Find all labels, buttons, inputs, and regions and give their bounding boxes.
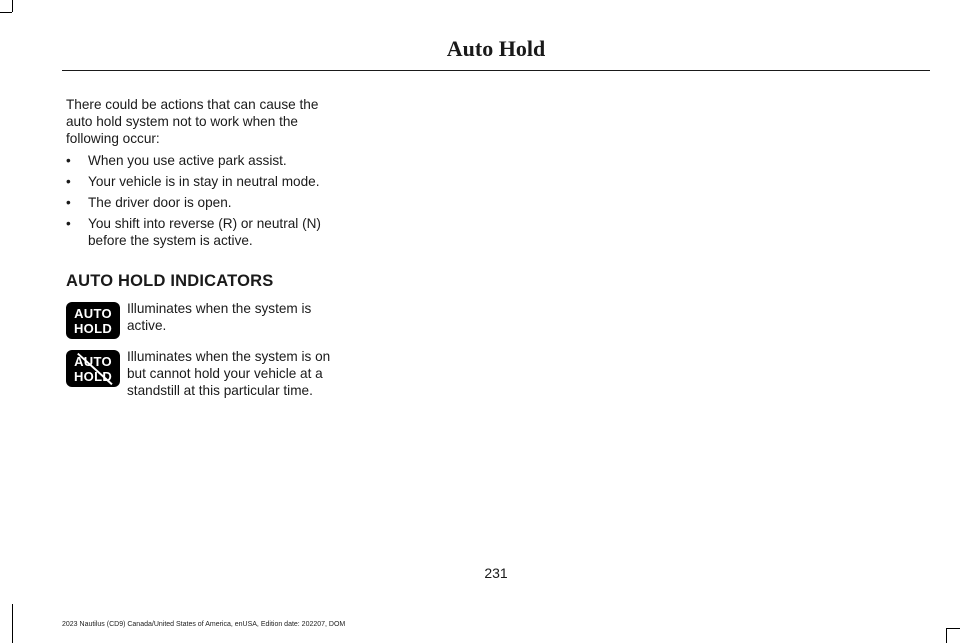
bullet-icon: • — [66, 174, 71, 189]
page-title: Auto Hold — [446, 36, 546, 61]
bullet-icon: • — [66, 216, 71, 231]
list-item — [66, 152, 336, 169]
bullet-icon: • — [66, 195, 71, 210]
list-item — [66, 215, 336, 249]
list-item-text: When you use active park assist. — [88, 153, 287, 168]
crop-mark-bottom-left-vertical — [12, 604, 13, 643]
icon-label-line2: HOLD — [73, 368, 113, 384]
indicator-row-unavailable — [66, 348, 336, 408]
indicator-row-active — [66, 300, 336, 348]
list-item — [66, 194, 336, 211]
auto-hold-unavailable-icon — [66, 350, 120, 387]
crop-mark-bottom-right-horizontal — [947, 628, 960, 629]
list-item-text: Your vehicle is in stay in neutral mode. — [88, 174, 320, 189]
list-item-text: The driver door is open. — [88, 195, 232, 210]
crop-mark-bottom-right-vertical — [946, 628, 947, 643]
header-rule — [62, 70, 930, 71]
crop-mark-top-left-horizontal — [0, 12, 12, 13]
list-item-text: You shift into reverse (R) or neutral (N) before the system is active. — [88, 216, 321, 248]
page-number: 231 — [484, 565, 508, 581]
section-heading: AUTO HOLD INDICATORS — [66, 272, 274, 290]
list-item — [66, 173, 336, 190]
icon-label-line2: HOLD — [73, 320, 113, 336]
indicator-description: Illuminates when the system is on but cannot hold your vehicle at a standstill at this particular time. — [127, 349, 331, 398]
main-column — [66, 96, 336, 408]
indicator-description: Illuminates when the system is active. — [127, 301, 312, 333]
icon-label-line1: AUTO — [74, 353, 112, 369]
intro-paragraph: There could be actions that can cause the auto hold system not to work when the following occur: — [66, 97, 319, 146]
footer-edition-info: 2023 Nautilus (CD9) Canada/United States of America, enUSA, Edition date: 202207, DOM — [62, 621, 346, 628]
icon-label-line1: AUTO — [74, 305, 112, 321]
auto-hold-icon — [66, 302, 120, 339]
bullet-icon: • — [66, 153, 71, 168]
bullet-list — [66, 152, 336, 249]
crop-mark-top-left-vertical — [12, 0, 13, 12]
